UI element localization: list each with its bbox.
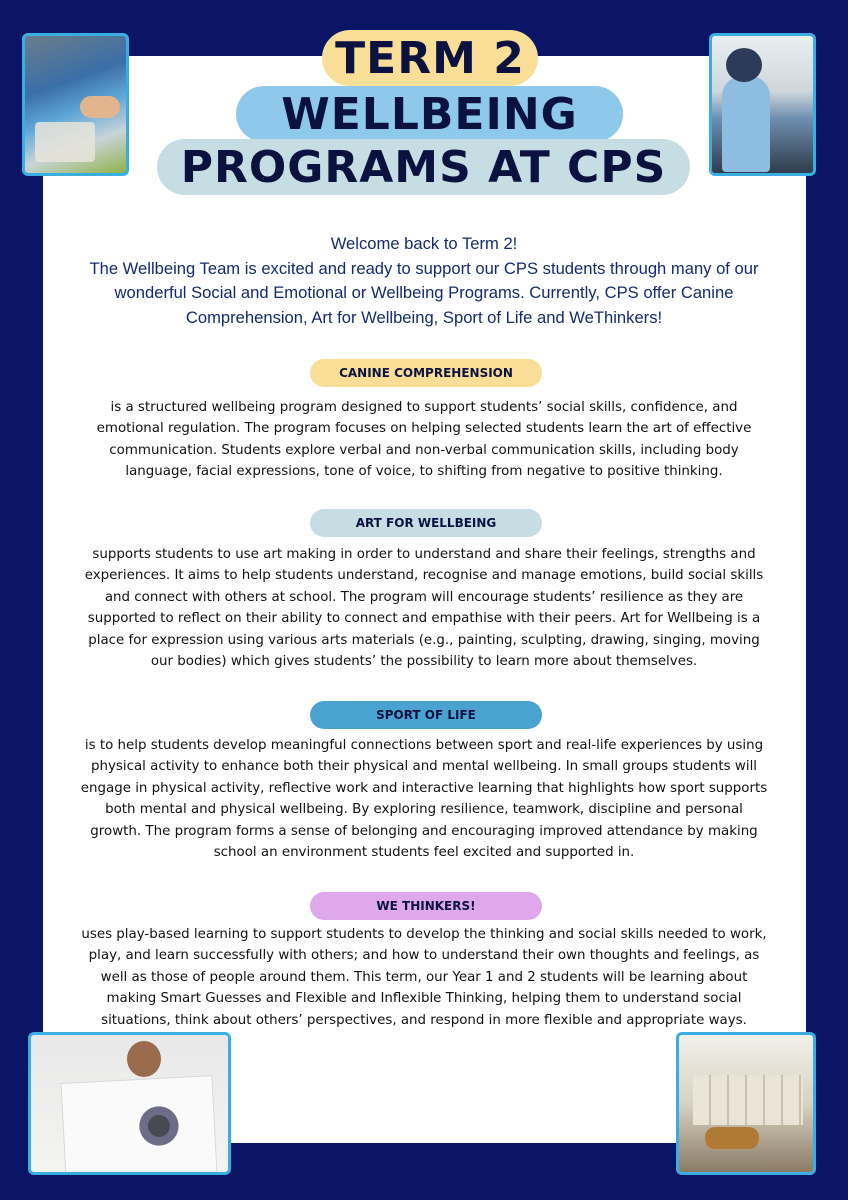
title-line-2: WELLBEING — [236, 86, 623, 142]
photo-bottom-right — [676, 1032, 816, 1175]
body-canine-comprehension: is a structured wellbeing program designed to support students’ social skills, confidence, and emotional regulation. The program focuses on helping selected students learn the art of effective communication. Students explore verbal and non-verbal communication skills, including body language, facial expressions, tone of voice, to shifting from negative to positive thinking. — [96, 400, 752, 480]
photo-top-left — [22, 33, 129, 176]
heading-sport-of-life: SPORT OF LIFE — [310, 701, 542, 729]
title-line-3: PROGRAMS AT CPS — [157, 139, 690, 195]
body-we-thinkers: uses play-based learning to support students to develop the thinking and social skills needed to work, play, and learn successfully with others; and how to understand their own thoughts and feelings, as well as those of people around them. This term, our Year 1 and 2 students will be learning about making Smart Guesses and Flexible and Inflexible Thinking, helping them to understand social situations, think about others’ perspectives, and respond in more flexible and appropriate ways. — [81, 927, 767, 1028]
photo-detail — [80, 96, 120, 118]
photo-detail — [123, 1099, 196, 1153]
body-sport-of-life: is to help students develop meaningful connections between sport and real-life experiences by using physical activity to enhance both their physical and mental wellbeing. In small groups students will engage in physical activity, reflective work and interactive learning that highlights how sport supports both mental and physical wellbeing. By exploring resilience, teamwork, discipline and personal growth. The program forms a sense of belonging and encouraging improved attendance by making school an environment students feel excited and supported in. — [80, 738, 768, 861]
photo-detail — [693, 1075, 803, 1125]
photo-detail — [61, 1075, 218, 1175]
photo-detail — [705, 1127, 759, 1149]
body-art-for-wellbeing: supports students to use art making in order to understand and share their feelings, strengths and experiences. It aims to help students understand, recognise and manage emotions, build social skills and connect with others at school. The program will encourage students’ resilience as they are supported to reflect on their ability to connect and empathise with their peers. Art for Wellbeing is a place for expression using various arts materials (e.g., painting, sculpting, drawing, singing, moving our bodies) which gives students’ the possibility to learn more about themselves. — [84, 547, 764, 670]
photo-detail — [726, 48, 762, 82]
title-line-1: TERM 2 — [322, 30, 538, 86]
photo-detail — [722, 76, 770, 172]
heading-art-for-wellbeing: ART FOR WELLBEING — [310, 509, 542, 537]
photo-detail — [127, 1041, 161, 1077]
intro-block — [60, 232, 788, 330]
heading-canine-comprehension: CANINE COMPREHENSION — [310, 359, 542, 387]
intro-text: The Wellbeing Team is excited and ready to support our CPS students through many of our wonderful Social and Emotional or Wellbeing Programs. Currently, CPS offer Canine Comprehension, Art for Wellbeing, Sport of Life and WeThinkers! — [89, 258, 759, 327]
intro-greeting: Welcome back to Term 2! — [330, 234, 518, 253]
photo-top-right — [709, 33, 816, 176]
heading-we-thinkers: WE THINKERS! — [310, 892, 542, 920]
photo-bottom-left — [28, 1032, 231, 1175]
photo-detail — [35, 122, 95, 162]
